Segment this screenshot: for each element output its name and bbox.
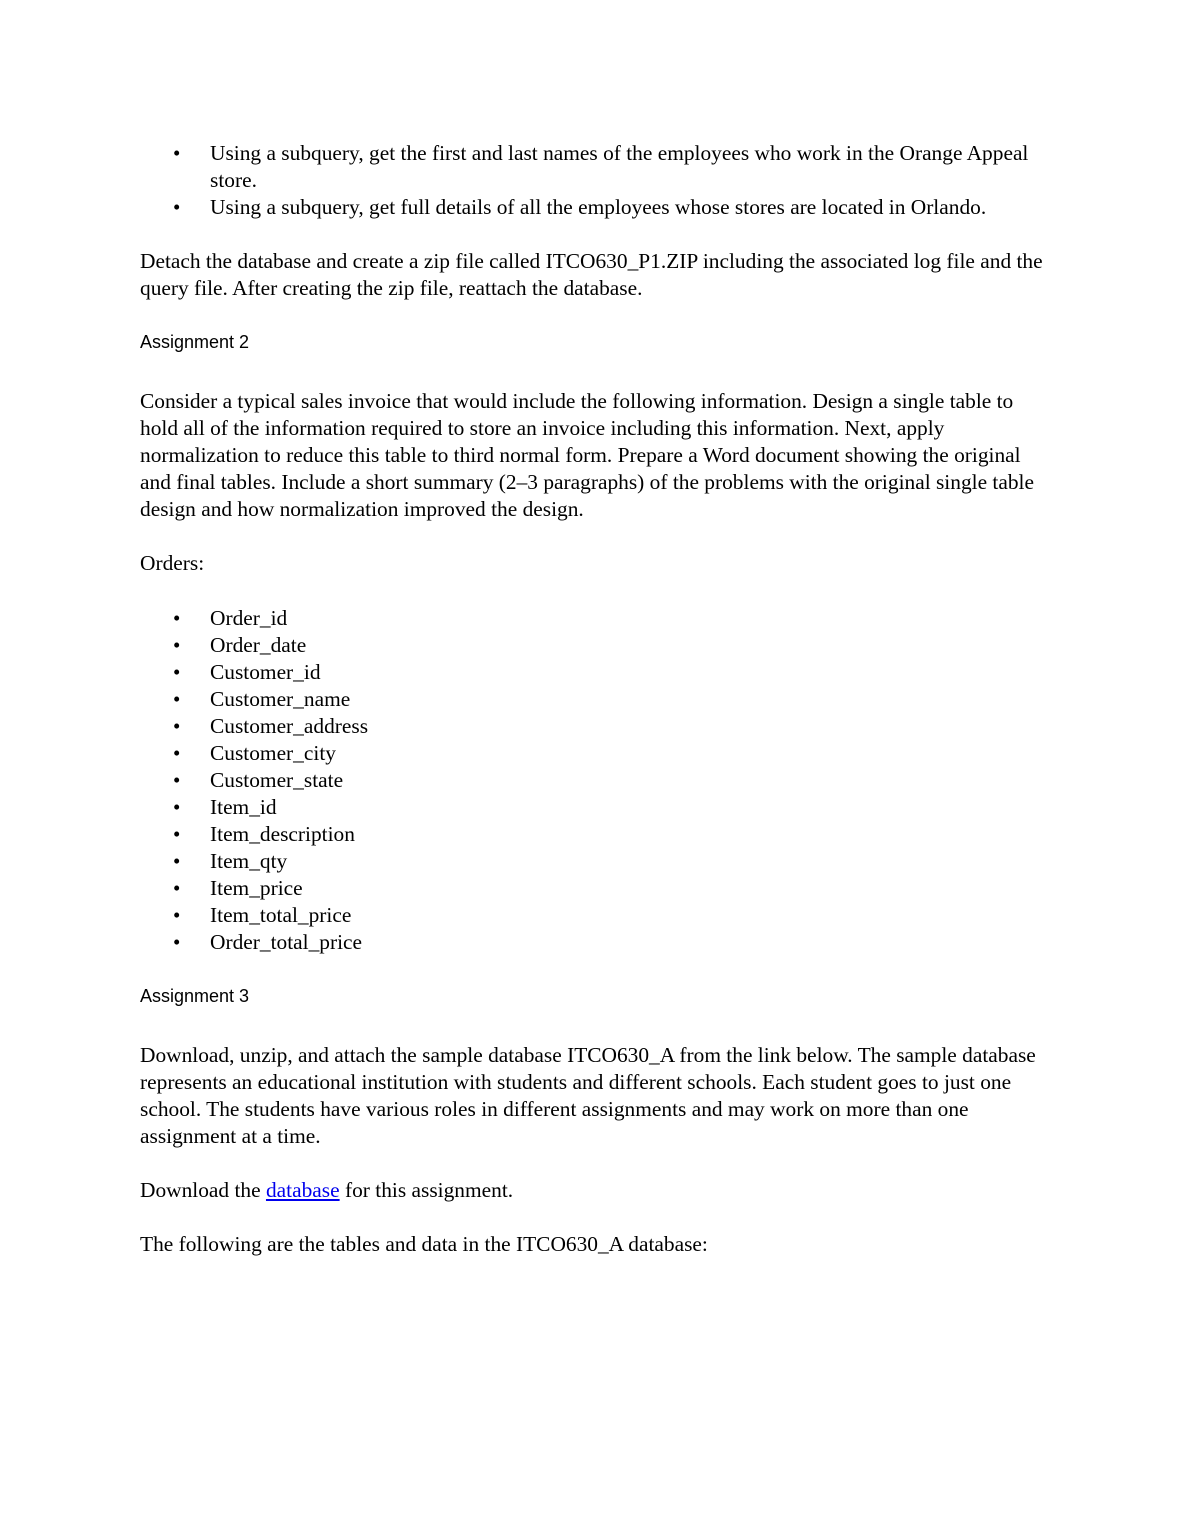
bullet-icon: • (173, 795, 181, 819)
bullet-icon: • (173, 687, 181, 711)
list-item (140, 740, 1052, 767)
list-item (140, 929, 1052, 956)
bullet-icon: • (173, 849, 181, 873)
field-name: Order_date (210, 633, 307, 657)
assignment-2-heading: Assignment 2 (140, 332, 250, 352)
subquery-bullet-list (140, 140, 1052, 221)
tables-intro: The following are the tables and data in the ITCO630_A database: (140, 1232, 708, 1256)
field-name: Order_total_price (210, 930, 363, 954)
assignment-3-paragraph: Download, unzip, and attach the sample database ITCO630_A from the link below. The sample database represents an educational institution with students and different schools. Each student goes to just one school. The students have various roles in different assignments and may work on more than one assignment at a time. (140, 1043, 1036, 1148)
orders-label: Orders: (140, 551, 205, 575)
list-item (140, 140, 1052, 194)
list-item (140, 848, 1052, 875)
list-item (140, 794, 1052, 821)
download-prefix: Download the (140, 1178, 261, 1202)
field-name: Item_total_price (210, 903, 352, 927)
bullet-icon: • (173, 822, 181, 846)
bullet-icon: • (173, 714, 181, 738)
field-name: Customer_id (210, 660, 321, 684)
field-name: Order_id (210, 606, 288, 630)
database-link[interactable]: database (265, 1178, 340, 1202)
bullet-icon: • (173, 903, 181, 927)
list-item (140, 821, 1052, 848)
field-name: Item_qty (210, 849, 288, 873)
list-item (140, 194, 1052, 221)
field-name: Item_description (210, 822, 355, 846)
bullet-text: Using a subquery, get full details of all the employees whose stores are located in Orlando. (210, 195, 987, 219)
list-item (140, 902, 1052, 929)
field-name: Item_id (210, 795, 277, 819)
field-name: Customer_name (210, 687, 351, 711)
list-item (140, 605, 1052, 632)
list-item (140, 632, 1052, 659)
bullet-icon: • (173, 768, 181, 792)
field-name: Item_price (210, 876, 303, 900)
bullet-icon: • (173, 741, 181, 765)
list-item (140, 713, 1052, 740)
bullet-icon: • (173, 930, 181, 954)
bullet-icon: • (173, 660, 181, 684)
assignment-2-paragraph: Consider a typical sales invoice that would include the following information. Design a single table to hold all of the information required to store an invoice including this information. Next, apply normalization to reduce this table to third normal form. Prepare a Word document showing the original and final tables. Include a short summary (2–3 paragraphs) of the problems with the original single table design and how normalization improved the design. (140, 389, 1034, 521)
list-item (140, 659, 1052, 686)
bullet-text: Using a subquery, get the first and last names of the employees who work in the Orange Appeal store. (210, 141, 1029, 192)
bullet-icon: • (173, 633, 181, 657)
bullet-icon: • (173, 876, 181, 900)
bullet-icon: • (173, 606, 181, 630)
bullet-icon: • (173, 141, 181, 165)
list-item (140, 875, 1052, 902)
list-item (140, 767, 1052, 794)
download-line (140, 1177, 1052, 1204)
assignment-3-heading: Assignment 3 (140, 986, 250, 1006)
document-page (140, 140, 1052, 1258)
bullet-icon: • (173, 195, 181, 219)
detach-paragraph: Detach the database and create a zip file called ITCO630_P1.ZIP including the associated log file and the query file. After creating the zip file, reattach the database. (140, 249, 1043, 300)
download-suffix: for this assignment. (344, 1178, 514, 1202)
list-item (140, 686, 1052, 713)
field-name: Customer_address (210, 714, 369, 738)
orders-field-list (140, 605, 1052, 956)
field-name: Customer_city (210, 741, 336, 765)
field-name: Customer_state (210, 768, 344, 792)
